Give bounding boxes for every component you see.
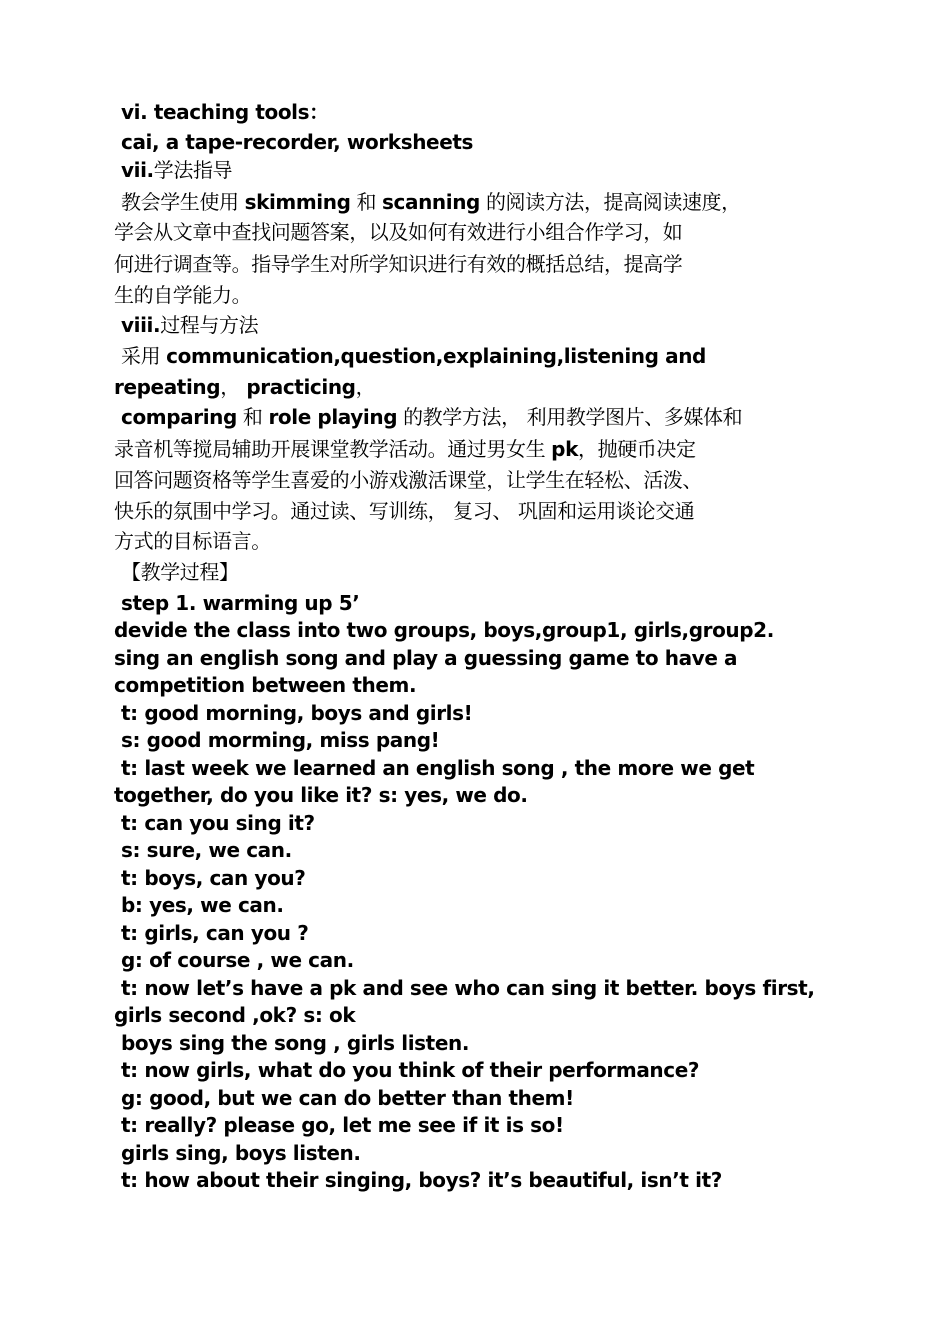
text-run: ，抛硬币决定 — [578, 437, 696, 461]
dialog-line: s: good morming, miss pang! — [121, 728, 440, 752]
dialog-line: girls sing, boys listen. — [121, 1141, 361, 1165]
section-7-paragraph-line — [121, 192, 741, 212]
dialog-line: girls second ,ok? s: ok — [114, 1003, 356, 1027]
section-6-heading: vi. teaching tools： — [121, 100, 329, 124]
section-7-paragraph-line: 生的自学能力。 — [114, 283, 252, 307]
section-7-heading — [121, 160, 232, 180]
text-run: 的阅读方法，提高阅读速度， — [479, 190, 741, 214]
dialog-line: t: can you sing it? — [121, 811, 315, 835]
section-8-paragraph-line: 回答问题资格等学生喜爱的小游戏激活课堂，让学生在轻松、活泼、 — [114, 468, 702, 492]
dialog-line: s: sure, we can. — [121, 838, 292, 862]
section-8-paragraph-line — [121, 407, 742, 427]
dialog-line: b: yes, we can. — [121, 893, 284, 917]
text-run: ， — [220, 375, 240, 399]
step-1-intro-line: competition between them. — [114, 673, 417, 697]
dialog-line: t: really? please go, let me see if it is so! — [121, 1113, 564, 1137]
dialog-line: together, do you like it? s: yes, we do. — [114, 783, 528, 807]
process-heading: 【教学过程】 — [121, 560, 239, 584]
section-8-title: 过程与方法 — [160, 313, 259, 337]
dialog-line: g: of course , we can. — [121, 948, 354, 972]
text-run: practicing — [239, 375, 356, 399]
text-run: role playing — [268, 405, 398, 429]
dialog-line: t: last week we learned an english song , the more we get — [121, 756, 755, 780]
text-run: pk — [551, 437, 578, 461]
dialog-line: t: how about their singing, boys? it’s beautiful, isn’t it? — [121, 1168, 722, 1192]
step-1-intro-line: sing an english song and play a guessing game to have a — [114, 646, 738, 670]
text-run: 的教学方法， 利用教学图片、多媒体和 — [397, 405, 743, 429]
section-7-number: vii. — [121, 158, 154, 182]
text-run: 教会学生使用 — [121, 190, 245, 214]
section-8-paragraph-line — [121, 346, 706, 366]
dialog-line: g: good, but we can do better than them! — [121, 1086, 574, 1110]
text-run: ， — [355, 375, 376, 399]
text-run: 和 — [236, 405, 269, 429]
step-1-title: step 1. warming up 5’ — [121, 591, 360, 615]
section-7-title: 学法指导 — [153, 158, 233, 182]
section-7-paragraph-line: 何进行调查等。指导学生对所学知识进行有效的概括总结，提高学 — [114, 252, 683, 276]
section-8-paragraph-line: 快乐的氛围中学习。通过读、写训练， 复习、 巩固和运用谈论交通 — [114, 499, 695, 523]
section-7-paragraph-line: 学会从文章中查找问题答案，以及如何有效进行小组合作学习，如 — [114, 220, 683, 244]
text-run: 采用 — [121, 344, 167, 368]
section-8-paragraph-line: 方式的目标语言。 — [114, 529, 271, 553]
dialog-line: t: good morning, boys and girls! — [121, 701, 473, 725]
dialog-line: t: now girls, what do you think of their performance? — [121, 1058, 700, 1082]
step-1-intro-line: devide the class into two groups, boys,group1, girls,group2. — [114, 618, 774, 642]
text-run: 录音机等搅局辅助开展课堂教学活动。通过男女生 — [114, 437, 552, 461]
text-run: communication,question,explaining,listening and — [166, 344, 706, 368]
section-8-paragraph-line — [114, 439, 696, 459]
text-run: comparing — [121, 405, 237, 429]
dialog-line: boys sing the song , girls listen. — [121, 1031, 470, 1055]
section-6-text: cai, a tape-recorder, worksheets — [121, 130, 474, 154]
dialog-line: t: girls, can you ? — [121, 921, 309, 945]
section-8-number: viii. — [121, 313, 161, 337]
section-8-heading — [121, 315, 258, 335]
section-8-paragraph-line — [114, 377, 375, 397]
text-run: 和 — [350, 190, 383, 214]
text-run: skimming — [244, 190, 351, 214]
text-run: scanning — [382, 190, 480, 214]
text-run: repeating — [114, 375, 221, 399]
dialog-line: t: boys, can you? — [121, 866, 306, 890]
dialog-line: t: now let’s have a pk and see who can sing it better. boys first, — [121, 976, 815, 1000]
